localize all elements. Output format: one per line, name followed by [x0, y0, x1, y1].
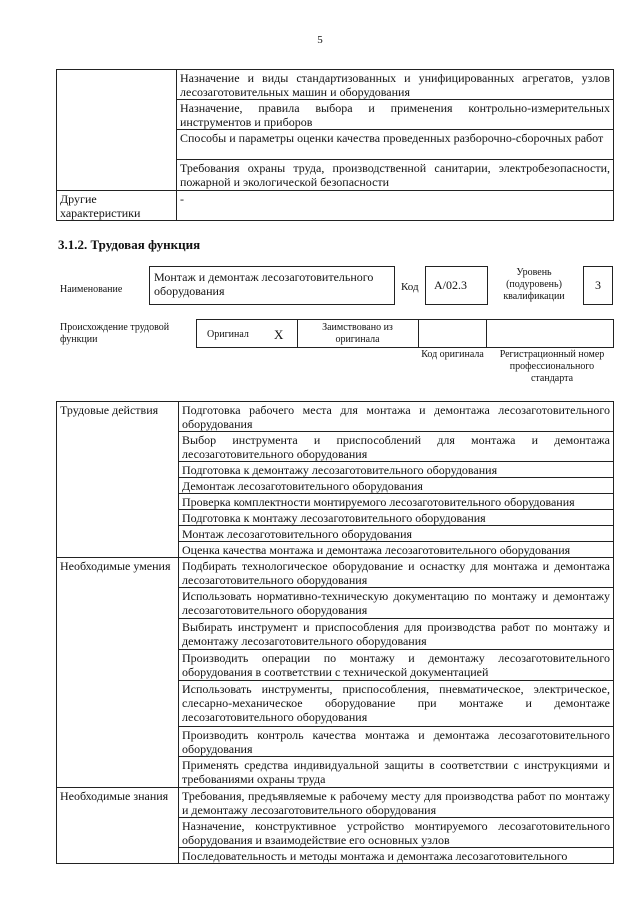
code-box: А/02.3: [425, 266, 488, 305]
labor-action-item: Демонтаж лесозаготовительного оборудования: [179, 478, 614, 494]
level-box: 3: [583, 266, 613, 305]
top-table: [56, 69, 614, 221]
labor-action-item: Монтаж лесозаготовительного оборудования: [179, 526, 614, 542]
function-name-box: Монтаж и демонтаж лесозаготовительного оборудования: [149, 266, 395, 305]
labor-action-item: Подготовка рабочего места для монтажа и демонтажа лесозаготовительного оборудования: [179, 402, 614, 432]
other-characteristics-value: -: [177, 191, 614, 221]
skill-item: Использовать инструменты, приспособления, пневматическое, электрическое, слесарно-механическое оборудование при монтаже и демонтаже лесозаготовительного оборудования: [179, 681, 614, 727]
other-characteristics-label: Другие характеристики: [57, 191, 177, 221]
top-table-row: Назначение и виды стандартизованных и унифицированных агрегатов, узлов лесозаготовительных машин и оборудования: [177, 70, 614, 100]
labor-action-item: Оценка качества монтажа и демонтажа лесозаготовительного оборудования: [179, 542, 614, 558]
labor-action-item: Подготовка к монтажу лесозаготовительного оборудования: [179, 510, 614, 526]
labor-actions-label: Трудовые действия: [57, 402, 179, 558]
code-label: Код: [401, 281, 419, 293]
labor-action-item: Проверка комплектности монтируемого лесозаготовительного оборудования: [179, 494, 614, 510]
skill-item: Использовать нормативно-техническую документацию по монтажу и демонтажу лесозаготовительного оборудования: [179, 588, 614, 619]
skill-item: Выбирать инструмент и приспособления для производства работ по монтажу и демонтажу лесозаготовительного оборудования: [179, 619, 614, 650]
top-table-row: Требования охраны труда, производственной санитарии, электробезопасности, пожарной и экологической безопасности: [177, 160, 614, 191]
main-table: [56, 401, 614, 864]
labor-action-item: Выбор инструмента и приспособлений для монтажа и демонтажа лесозаготовительного оборудования: [179, 432, 614, 462]
divider: [418, 320, 419, 347]
name-label: Наименование: [60, 284, 123, 295]
top-table-row: Способы и параметры оценки качества проведенных разборочно-сборочных работ: [177, 130, 614, 160]
skills-label: Необходимые умения: [57, 558, 179, 788]
top-table-empty-label: [57, 70, 177, 191]
level-label: Уровень (подуровень) квалификации: [503, 267, 565, 302]
knowledge-item: Назначение, конструктивное устройство монтируемого лесозаготовительного оборудования и взаимодействие его основных узлов: [179, 818, 614, 848]
borrowed-label: Заимствовано из оригинала: [322, 322, 393, 345]
knowledge-item: Последовательность и методы монтажа и демонтажа лесозаготовительного: [179, 848, 614, 864]
knowledge-item: Требования, предъявляемые к рабочему месту для производства работ по монтажу и демонтажу лесозаготовительного оборудования: [179, 788, 614, 818]
original-label: Оригинал: [207, 329, 249, 340]
labor-action-item: Подготовка к демонтажу лесозаготовительного оборудования: [179, 462, 614, 478]
original-mark: X: [274, 327, 284, 342]
skill-item: Производить контроль качества монтажа и демонтажа лесозаготовительного оборудования: [179, 727, 614, 757]
page-number: 5: [317, 34, 323, 46]
skill-item: Применять средства индивидуальной защиты в соответствии с инструкциями и требованиями охраны труда: [179, 757, 614, 788]
code-original-caption: Код оригинала: [421, 349, 484, 360]
origin-label: Происхождение трудовой функции: [60, 322, 170, 345]
top-table-row: Назначение, правила выбора и применения контрольно-измерительных инструментов и приборов: [177, 100, 614, 130]
skill-item: Подбирать технологическое оборудование и оснастку для монтажа и демонтажа лесозаготовительного оборудования: [179, 558, 614, 588]
divider: [297, 320, 298, 347]
origin-box: [196, 319, 614, 348]
reg-number-caption: Регистрационный номер профессионального стандарта: [499, 349, 605, 384]
knowledge-label: Необходимые знания: [57, 788, 179, 864]
skill-item: Производить операции по монтажу и демонтажу лесозаготовительного оборудования в соответствии с технической документацией: [179, 650, 614, 681]
section-title: 3.1.2. Трудовая функция: [58, 237, 201, 252]
divider: [486, 320, 487, 347]
